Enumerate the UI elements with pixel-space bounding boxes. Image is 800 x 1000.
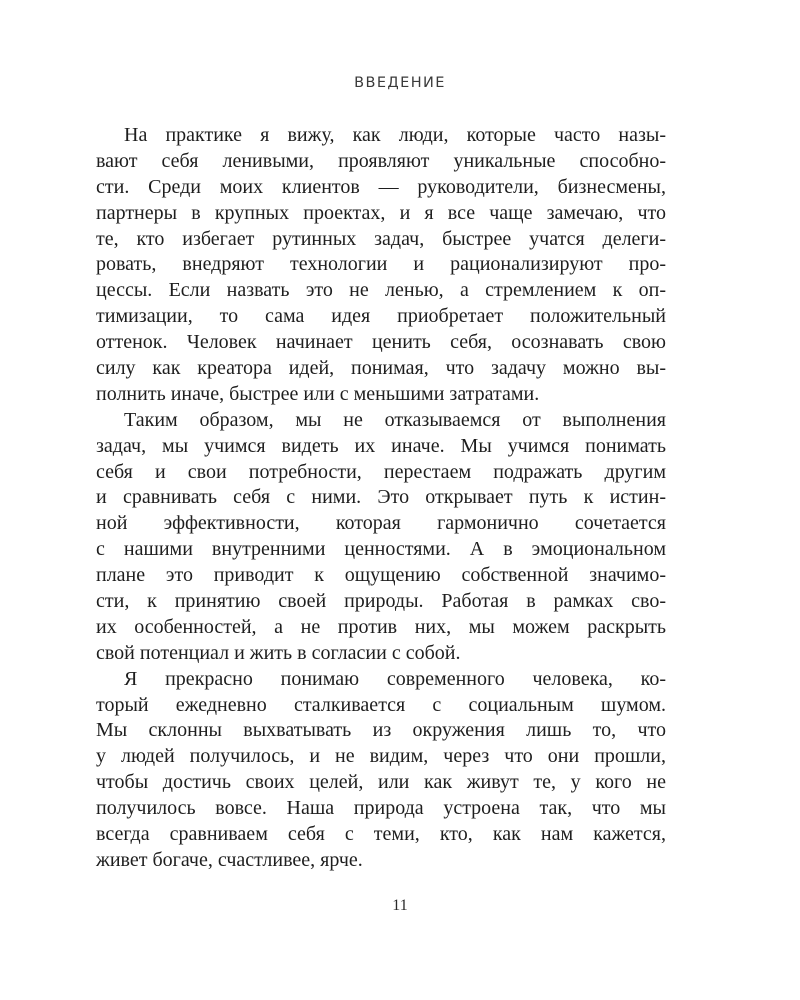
text-line: с нашими внутренними ценностями. А в эмоциональном bbox=[96, 538, 666, 561]
text-line: и сравнивать себя с ними. Это открывает путь к истин- bbox=[96, 486, 666, 509]
text-line: у людей получилось, и не видим, через что они прошли, bbox=[96, 745, 666, 768]
text-line: Мы склонны выхватывать из окружения лишь то, что bbox=[96, 719, 666, 742]
text-line: оттенок. Человек начинает ценить себя, осознавать свою bbox=[96, 331, 666, 354]
text-line: Я прекрасно понимаю современного человека, ко- bbox=[124, 667, 666, 690]
text-line: полнить иначе, быстрее или с меньшими затратами. bbox=[96, 382, 540, 405]
text-line: плане это приводит к ощущению собственной значимо- bbox=[96, 564, 666, 587]
paragraph bbox=[96, 408, 666, 667]
text-line: сти, к принятию своей природы. Работая в рамках сво- bbox=[96, 590, 666, 613]
body-text bbox=[96, 123, 666, 874]
text-line: партнеры в крупных проектах, и я все чаще замечаю, что bbox=[96, 201, 666, 224]
running-title: ВВЕДЕНИЕ bbox=[354, 75, 446, 91]
text-line: ровать, внедряют технологии и рационализируют про- bbox=[96, 253, 666, 276]
text-line: Таким образом, мы не отказываемся от выполнения bbox=[124, 408, 666, 431]
text-line: чтобы достичь своих целей, или как живут те, у кого не bbox=[96, 771, 666, 794]
text-line: всегда сравниваем себя с теми, кто, как нам кажется, bbox=[96, 823, 666, 846]
paragraph bbox=[96, 123, 666, 408]
text-line: задач, мы учимся видеть их иначе. Мы учимся понимать bbox=[96, 434, 666, 457]
paragraph bbox=[96, 667, 666, 874]
text-line: свой потенциал и жить в согласии с собой. bbox=[96, 641, 461, 664]
text-line: цессы. Если назвать это не ленью, а стремлением к оп- bbox=[96, 279, 666, 302]
text-line: силу как креатора идей, понимая, что задачу можно вы- bbox=[96, 357, 666, 380]
text-line: ной эффективности, которая гармонично сочетается bbox=[96, 512, 666, 535]
text-line: вают себя ленивыми, проявляют уникальные способно- bbox=[96, 149, 666, 172]
text-line: тимизации, то сама идея приобретает положительный bbox=[96, 305, 666, 328]
text-line: те, кто избегает рутинных задач, быстрее учатся делеги- bbox=[96, 227, 666, 250]
text-line: живет богаче, счастливее, ярче. bbox=[96, 848, 363, 871]
text-line: себя и свои потребности, перестаем подражать другим bbox=[96, 460, 666, 483]
text-line: получилось вовсе. Наша природа устроена так, что мы bbox=[96, 797, 666, 820]
text-line: их особенностей, а не против них, мы можем раскрыть bbox=[96, 615, 666, 638]
page-number: 11 bbox=[392, 897, 408, 914]
text-line: На практике я вижу, как люди, которые часто назы- bbox=[124, 124, 666, 146]
text-line: торый ежедневно сталкивается с социальным шумом. bbox=[96, 693, 666, 716]
text-line: сти. Среди моих клиентов — руководители, бизнесмены, bbox=[96, 175, 666, 198]
